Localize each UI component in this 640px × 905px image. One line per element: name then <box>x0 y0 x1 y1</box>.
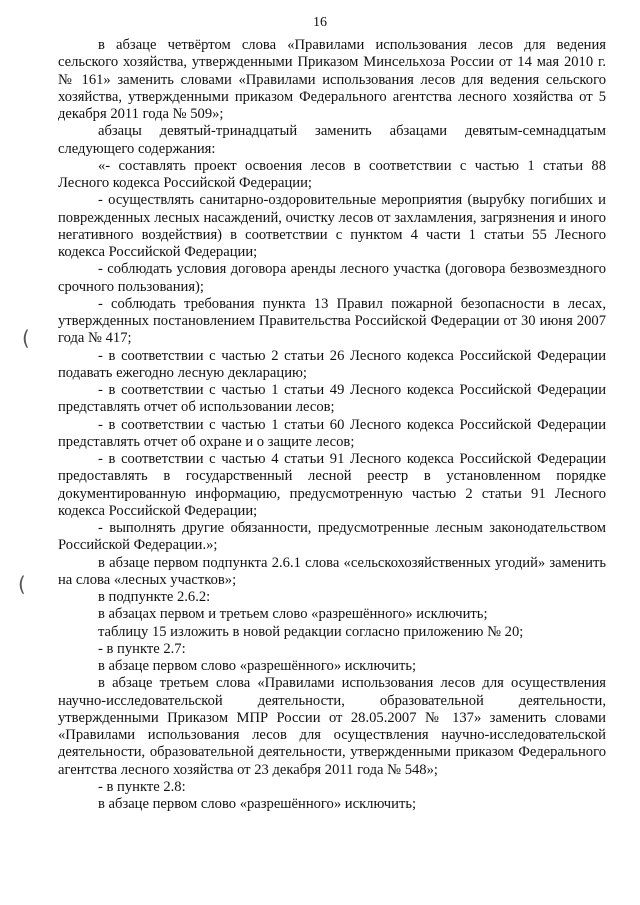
page-number: 16 <box>313 15 327 30</box>
paragraph-18: в абзаце третьем слова «Правилами использования лесов для осуществления научно-исследовательской деятельности, образовательной деятельности, утвержденными Приказом МПР России от 28.05.2007 № 137» заменить словами «Правилами использования лесов для осуществления научно-исследовательской деятельности, образовательной деятельности, утвержденными приказом Федерального агентства лесного хозяйства от 23 декабря 2011 года № 548»; <box>58 675 606 778</box>
paragraph-10: - в соответствии с частью 4 статьи 91 Лесного кодекса Российской Федерации предоставлять в государственный лесной реестр в установленном порядке документированную информацию, предусмотренную частью 2 статьи 91 Лесного кодекса Российской Федерации; <box>58 451 606 519</box>
paragraph-6: - соблюдать требования пункта 13 Правил пожарной безопасности в лесах, утвержденных постановлением Правительства Российской Федерации от 30 июня 2007 года № 417; <box>58 295 606 347</box>
paragraph-15: таблицу 15 изложить в новой редакции согласно приложению № 20; <box>98 623 524 640</box>
paragraph-13: в подпункте 2.6.2: <box>98 589 211 605</box>
paragraph-4: - осуществлять санитарно-оздоровительные мероприятия (вырубку погибших и поврежденных лесных насаждений, очистку лесов от захламления, загрязнения и иного негативного воздействия) в соответствии с пунктом 4 части 1 статьи 55 Лесного кодекса Российской Федерации; <box>58 192 606 260</box>
paragraph-11: - выполнять другие обязанности, предусмотренные лесным законодательством Российской Федерации.»; <box>58 520 606 554</box>
paragraph-17: в абзаце первом слово «разрешённого» исключить; <box>98 658 417 674</box>
paragraph-12: в абзаце первом подпункта 2.6.1 слова «сельскохозяйственных угодий» заменить на слова «лесных участков»; <box>58 554 606 588</box>
paragraph-19: - в пункте 2.8: <box>98 778 186 795</box>
paragraph-5: - соблюдать условия договора аренды лесного участка (договора безвозмездного срочного пользования); <box>58 261 606 295</box>
paragraph-14: в абзацах первом и третьем слово «разрешённого» исключить; <box>98 606 488 623</box>
paragraph-20: в абзаце первом слово «разрешённого» исключить; <box>98 796 417 812</box>
paragraph-8: - в соответствии с частью 1 статьи 49 Лесного кодекса Российской Федерации представлять отчет об использовании лесов; <box>58 382 606 416</box>
paragraph-2: абзацы девятый-тринадцатый заменить абзацами девятым-семнадцатым следующего содержания: <box>58 123 606 157</box>
paragraph-16: - в пункте 2.7: <box>98 640 186 657</box>
paragraph-1: в абзаце четвёртом слова «Правилами использования лесов для ведения сельского хозяйства, утвержденными Приказом Минсельхоза России от 14 мая 2010 г. № 161» заменить словами «Правилами использования лесов для ведения сельского хозяйства, утвержденными приказом Федерального агентства лесного хозяйства от 5 декабря 2011 года № 509»; <box>58 37 606 122</box>
paragraph-3: «- составлять проект освоения лесов в соответствии с частью 1 статьи 88 Лесного кодекса Российской Федерации; <box>58 157 606 191</box>
paragraph-9: - в соответствии с частью 1 статьи 60 Лесного кодекса Российской Федерации представлять отчет об охране и о защите лесов; <box>58 416 606 450</box>
binder-hole-mark: ( <box>18 572 26 596</box>
document-body <box>58 37 606 813</box>
binder-hole-mark: ( <box>22 326 30 350</box>
paragraph-7: - в соответствии с частью 2 статьи 26 Лесного кодекса Российской Федерации подавать ежегодно лесную декларацию; <box>58 347 606 381</box>
